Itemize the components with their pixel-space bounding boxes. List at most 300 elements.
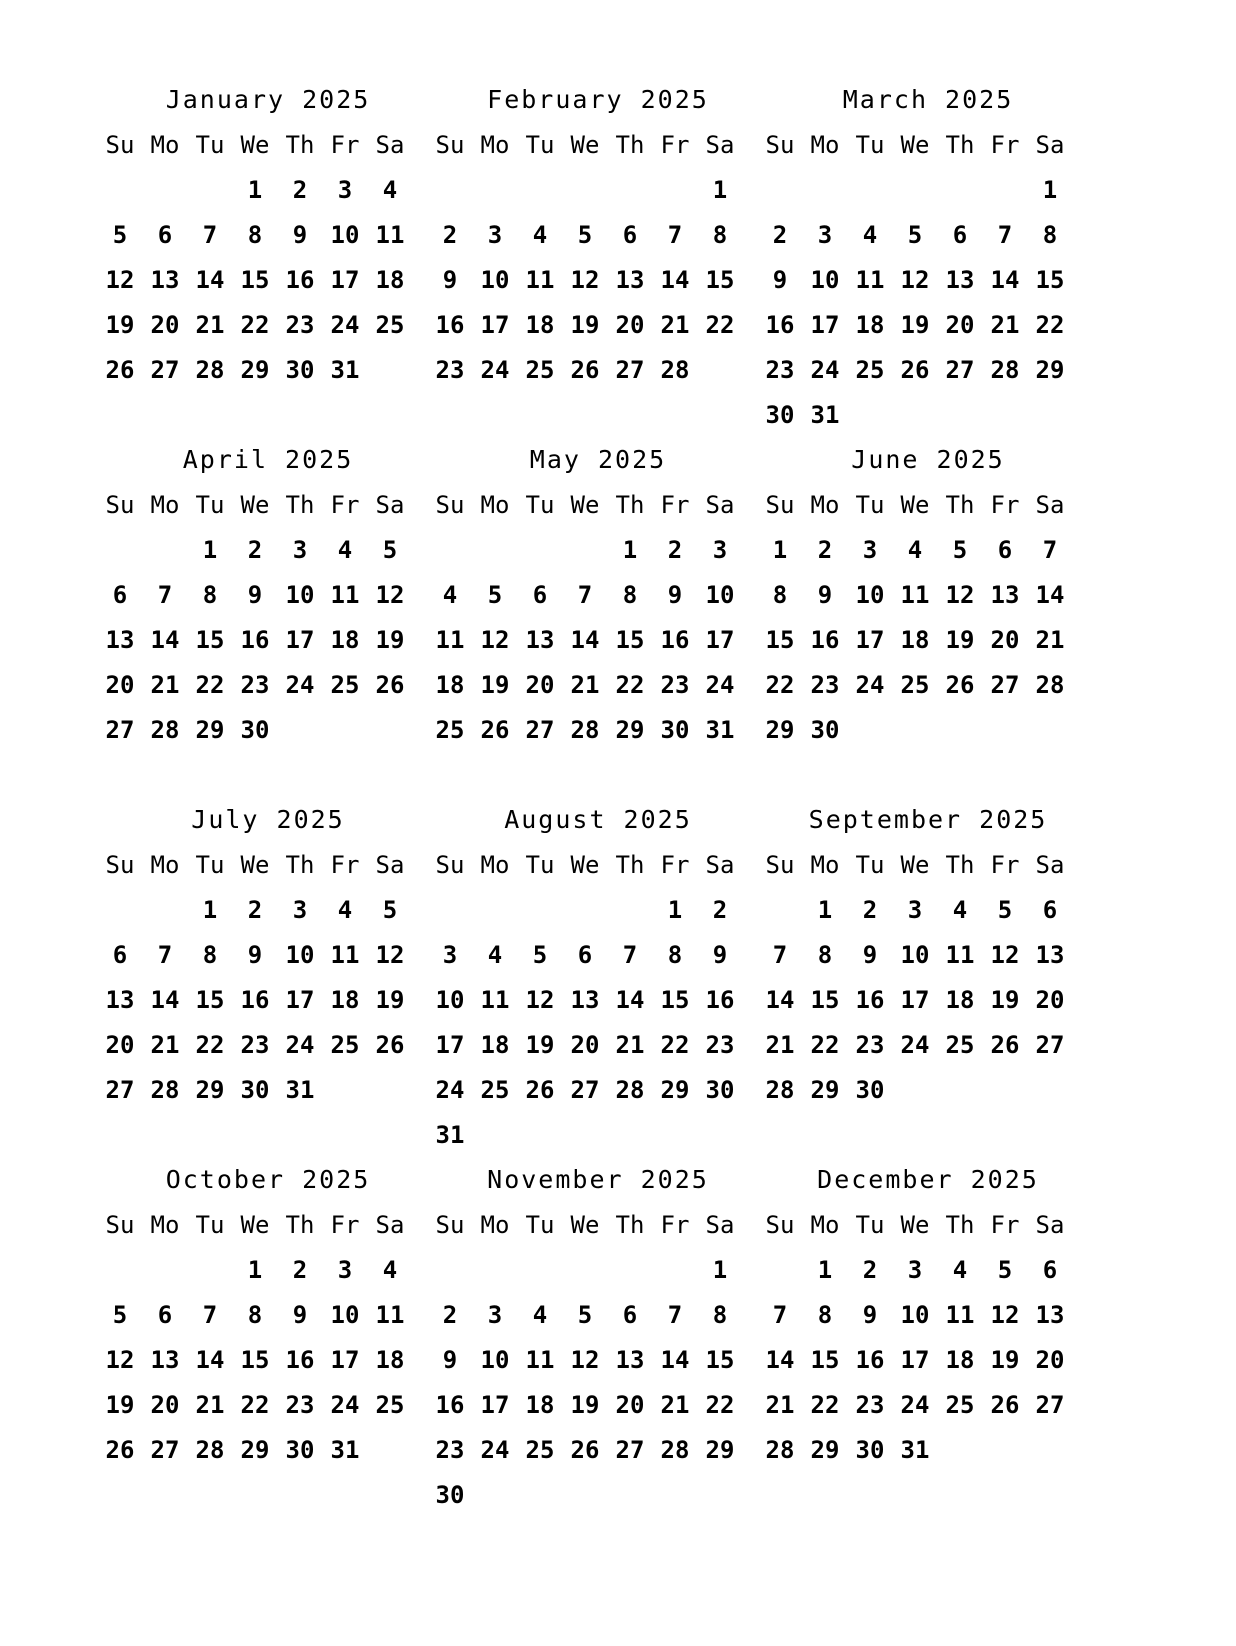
weekday-header: Mo — [150, 131, 180, 159]
day-cell: 25 — [375, 1391, 405, 1419]
day-cell: 25 — [435, 716, 465, 744]
day-cell: 10 — [435, 986, 465, 1014]
day-cell: 30 — [285, 1436, 315, 1464]
day-cell: 24 — [435, 1076, 465, 1104]
weekday-header: Sa — [705, 1211, 735, 1239]
day-cell: 10 — [480, 1346, 510, 1374]
day-cell: 29 — [1035, 356, 1065, 384]
day-cell: 12 — [990, 1301, 1020, 1329]
day-cell: 9 — [292, 221, 308, 249]
weekday-header: Su — [765, 491, 795, 519]
day-cell: 15 — [240, 1346, 270, 1374]
day-cell: 3 — [337, 176, 353, 204]
day-cell: 27 — [615, 356, 645, 384]
day-cell: 22 — [705, 1391, 735, 1419]
weekday-header: Su — [765, 851, 795, 879]
day-cell: 1 — [817, 1256, 833, 1284]
day-cell: 14 — [660, 1346, 690, 1374]
weekday-header: Th — [615, 491, 645, 519]
day-cell: 25 — [900, 671, 930, 699]
day-cell: 30 — [810, 716, 840, 744]
weekday-header: Mo — [810, 131, 840, 159]
day-cell: 8 — [247, 221, 263, 249]
day-cell: 2 — [247, 536, 263, 564]
day-cell: 10 — [705, 581, 735, 609]
day-cell: 13 — [150, 266, 180, 294]
day-cell: 21 — [570, 671, 600, 699]
day-cell: 25 — [525, 1436, 555, 1464]
weekday-header: Sa — [375, 491, 405, 519]
day-cell: 23 — [285, 311, 315, 339]
day-cell: 8 — [202, 941, 218, 969]
day-cell: 5 — [952, 536, 968, 564]
weekday-header: Su — [105, 491, 135, 519]
weekday-header: We — [900, 1211, 930, 1239]
day-cell: 4 — [907, 536, 923, 564]
weekday-header: Fr — [990, 131, 1020, 159]
day-cell: 23 — [810, 671, 840, 699]
day-cell: 10 — [855, 581, 885, 609]
day-cell: 21 — [660, 311, 690, 339]
weekday-header: We — [240, 131, 270, 159]
day-cell: 2 — [247, 896, 263, 924]
day-cell: 10 — [285, 581, 315, 609]
day-cell: 4 — [337, 536, 353, 564]
day-cell: 2 — [442, 221, 458, 249]
day-cell: 7 — [202, 1301, 218, 1329]
day-cell: 8 — [712, 1301, 728, 1329]
day-cell: 24 — [480, 356, 510, 384]
day-cell: 4 — [532, 221, 548, 249]
weekday-header: Th — [615, 131, 645, 159]
day-cell: 18 — [435, 671, 465, 699]
day-cell: 29 — [765, 716, 795, 744]
day-cell: 14 — [195, 266, 225, 294]
weekday-header: Tu — [525, 131, 555, 159]
day-cell: 10 — [900, 941, 930, 969]
day-cell: 7 — [667, 1301, 683, 1329]
weekday-header: Su — [765, 1211, 795, 1239]
day-cell: 18 — [525, 1391, 555, 1419]
day-cell: 12 — [375, 581, 405, 609]
day-cell: 22 — [615, 671, 645, 699]
day-cell: 1 — [1042, 176, 1058, 204]
day-cell: 3 — [817, 221, 833, 249]
weekday-header: Fr — [990, 1211, 1020, 1239]
day-cell: 28 — [765, 1076, 795, 1104]
day-cell: 2 — [442, 1301, 458, 1329]
weekday-header: We — [900, 491, 930, 519]
day-cell: 18 — [900, 626, 930, 654]
day-cell: 11 — [525, 1346, 555, 1374]
day-cell: 25 — [945, 1391, 975, 1419]
day-cell: 20 — [990, 626, 1020, 654]
day-cell: 31 — [285, 1076, 315, 1104]
weekday-header: Sa — [1035, 1211, 1065, 1239]
weekday-header: Tu — [525, 1211, 555, 1239]
day-cell: 21 — [195, 1391, 225, 1419]
day-cell: 11 — [330, 581, 360, 609]
day-cell: 25 — [855, 356, 885, 384]
day-cell: 15 — [1035, 266, 1065, 294]
day-cell: 13 — [945, 266, 975, 294]
day-cell: 19 — [990, 986, 1020, 1014]
day-cell: 6 — [622, 221, 638, 249]
day-cell: 20 — [1035, 1346, 1065, 1374]
day-cell: 10 — [900, 1301, 930, 1329]
day-cell: 13 — [105, 626, 135, 654]
weekday-header: Su — [105, 851, 135, 879]
day-cell: 12 — [480, 626, 510, 654]
day-cell: 2 — [712, 896, 728, 924]
weekday-header: Mo — [480, 1211, 510, 1239]
day-cell: 2 — [667, 536, 683, 564]
weekday-header: We — [570, 1211, 600, 1239]
weekday-header: Su — [435, 1211, 465, 1239]
day-cell: 9 — [817, 581, 833, 609]
day-cell: 27 — [105, 1076, 135, 1104]
day-cell: 23 — [240, 1031, 270, 1059]
day-cell: 12 — [105, 266, 135, 294]
day-cell: 27 — [615, 1436, 645, 1464]
day-cell: 8 — [817, 941, 833, 969]
day-cell: 27 — [945, 356, 975, 384]
day-cell: 27 — [150, 356, 180, 384]
day-cell: 29 — [705, 1436, 735, 1464]
weekday-header: Sa — [1035, 131, 1065, 159]
day-cell: 14 — [765, 986, 795, 1014]
weekday-header: Th — [945, 1211, 975, 1239]
day-cell: 18 — [480, 1031, 510, 1059]
day-cell: 14 — [660, 266, 690, 294]
day-cell: 27 — [1035, 1391, 1065, 1419]
weekday-header: Su — [105, 1211, 135, 1239]
day-cell: 4 — [337, 896, 353, 924]
day-cell: 31 — [900, 1436, 930, 1464]
day-cell: 26 — [525, 1076, 555, 1104]
weekday-header: Th — [285, 131, 315, 159]
day-cell: 19 — [105, 311, 135, 339]
day-cell: 19 — [570, 1391, 600, 1419]
day-cell: 4 — [487, 941, 503, 969]
day-cell: 15 — [240, 266, 270, 294]
day-cell: 28 — [1035, 671, 1065, 699]
weekday-header: Tu — [195, 491, 225, 519]
day-cell: 19 — [525, 1031, 555, 1059]
day-cell: 22 — [765, 671, 795, 699]
day-cell: 22 — [810, 1391, 840, 1419]
day-cell: 30 — [240, 1076, 270, 1104]
day-cell: 20 — [105, 671, 135, 699]
day-cell: 3 — [337, 1256, 353, 1284]
day-cell: 11 — [945, 941, 975, 969]
day-cell: 24 — [900, 1031, 930, 1059]
weekday-header: Fr — [330, 1211, 360, 1239]
day-cell: 20 — [945, 311, 975, 339]
day-cell: 1 — [622, 536, 638, 564]
weekday-header: Tu — [855, 131, 885, 159]
day-cell: 15 — [195, 626, 225, 654]
day-cell: 3 — [712, 536, 728, 564]
weekday-header: Fr — [990, 851, 1020, 879]
day-cell: 24 — [285, 671, 315, 699]
day-cell: 26 — [375, 1031, 405, 1059]
day-cell: 13 — [615, 266, 645, 294]
day-cell: 26 — [480, 716, 510, 744]
day-cell: 23 — [435, 356, 465, 384]
day-cell: 21 — [660, 1391, 690, 1419]
day-cell: 28 — [570, 716, 600, 744]
day-cell: 4 — [952, 896, 968, 924]
day-cell: 6 — [532, 581, 548, 609]
day-cell: 17 — [330, 1346, 360, 1374]
day-cell: 20 — [525, 671, 555, 699]
day-cell: 3 — [292, 536, 308, 564]
day-cell: 6 — [157, 1301, 173, 1329]
day-cell: 11 — [855, 266, 885, 294]
day-cell: 14 — [615, 986, 645, 1014]
day-cell: 28 — [195, 1436, 225, 1464]
day-cell: 4 — [862, 221, 878, 249]
day-cell: 26 — [990, 1391, 1020, 1419]
day-cell: 17 — [330, 266, 360, 294]
weekday-header: Fr — [660, 491, 690, 519]
day-cell: 29 — [660, 1076, 690, 1104]
day-cell: 1 — [712, 1256, 728, 1284]
day-cell: 2 — [292, 1256, 308, 1284]
day-cell: 8 — [247, 1301, 263, 1329]
day-cell: 14 — [195, 1346, 225, 1374]
month-title: March 2025 — [842, 85, 1014, 114]
day-cell: 6 — [157, 221, 173, 249]
day-cell: 28 — [150, 716, 180, 744]
day-cell: 2 — [862, 896, 878, 924]
weekday-header: Th — [615, 851, 645, 879]
weekday-header: Mo — [480, 491, 510, 519]
day-cell: 22 — [195, 1031, 225, 1059]
day-cell: 3 — [487, 1301, 503, 1329]
day-cell: 23 — [240, 671, 270, 699]
weekday-header: We — [240, 491, 270, 519]
day-cell: 14 — [570, 626, 600, 654]
day-cell: 17 — [285, 626, 315, 654]
day-cell: 31 — [810, 401, 840, 429]
day-cell: 21 — [150, 671, 180, 699]
weekday-header: Tu — [195, 851, 225, 879]
day-cell: 23 — [705, 1031, 735, 1059]
day-cell: 20 — [615, 311, 645, 339]
day-cell: 29 — [240, 1436, 270, 1464]
day-cell: 12 — [945, 581, 975, 609]
weekday-header: We — [240, 1211, 270, 1239]
day-cell: 23 — [660, 671, 690, 699]
day-cell: 17 — [705, 626, 735, 654]
day-cell: 22 — [195, 671, 225, 699]
day-cell: 29 — [810, 1436, 840, 1464]
day-cell: 31 — [330, 356, 360, 384]
day-cell: 3 — [907, 1256, 923, 1284]
weekday-header: We — [570, 851, 600, 879]
day-cell: 6 — [622, 1301, 638, 1329]
day-cell: 17 — [435, 1031, 465, 1059]
day-cell: 26 — [945, 671, 975, 699]
day-cell: 16 — [855, 1346, 885, 1374]
day-cell: 21 — [1035, 626, 1065, 654]
month-title: August 2025 — [504, 805, 692, 834]
day-cell: 11 — [945, 1301, 975, 1329]
day-cell: 10 — [285, 941, 315, 969]
month-title: May 2025 — [529, 445, 667, 474]
day-cell: 29 — [195, 1076, 225, 1104]
day-cell: 20 — [570, 1031, 600, 1059]
day-cell: 28 — [660, 1436, 690, 1464]
day-cell: 11 — [525, 266, 555, 294]
weekday-header: Mo — [810, 1211, 840, 1239]
day-cell: 15 — [705, 266, 735, 294]
weekday-header: We — [570, 131, 600, 159]
weekday-header: We — [240, 851, 270, 879]
day-cell: 13 — [615, 1346, 645, 1374]
day-cell: 6 — [997, 536, 1013, 564]
day-cell: 12 — [525, 986, 555, 1014]
day-cell: 24 — [330, 311, 360, 339]
day-cell: 22 — [240, 311, 270, 339]
day-cell: 11 — [480, 986, 510, 1014]
day-cell: 24 — [855, 671, 885, 699]
weekday-header: Mo — [810, 851, 840, 879]
day-cell: 18 — [330, 626, 360, 654]
day-cell: 12 — [570, 266, 600, 294]
day-cell: 23 — [435, 1436, 465, 1464]
weekday-header: Mo — [150, 1211, 180, 1239]
day-cell: 12 — [375, 941, 405, 969]
day-cell: 27 — [525, 716, 555, 744]
day-cell: 15 — [810, 1346, 840, 1374]
day-cell: 5 — [487, 581, 503, 609]
day-cell: 18 — [855, 311, 885, 339]
weekday-header: Fr — [660, 131, 690, 159]
day-cell: 18 — [375, 1346, 405, 1374]
day-cell: 3 — [442, 941, 458, 969]
day-cell: 30 — [435, 1481, 465, 1509]
day-cell: 4 — [382, 1256, 398, 1284]
month-title: February 2025 — [487, 85, 709, 114]
day-cell: 22 — [705, 311, 735, 339]
weekday-header: Tu — [195, 131, 225, 159]
day-cell: 23 — [765, 356, 795, 384]
day-cell: 4 — [382, 176, 398, 204]
month-title: October 2025 — [165, 1165, 371, 1194]
day-cell: 9 — [712, 941, 728, 969]
day-cell: 7 — [667, 221, 683, 249]
day-cell: 9 — [667, 581, 683, 609]
day-cell: 10 — [330, 221, 360, 249]
day-cell: 5 — [112, 221, 128, 249]
weekday-header: Fr — [990, 491, 1020, 519]
weekday-header: Tu — [525, 491, 555, 519]
weekday-header: Tu — [195, 1211, 225, 1239]
day-cell: 5 — [577, 1301, 593, 1329]
day-cell: 21 — [615, 1031, 645, 1059]
weekday-header: Tu — [525, 851, 555, 879]
day-cell: 9 — [442, 266, 458, 294]
weekday-header: Sa — [375, 1211, 405, 1239]
day-cell: 12 — [990, 941, 1020, 969]
day-cell: 25 — [945, 1031, 975, 1059]
day-cell: 29 — [240, 356, 270, 384]
weekday-header: Su — [435, 131, 465, 159]
weekday-header: We — [570, 491, 600, 519]
day-cell: 13 — [990, 581, 1020, 609]
day-cell: 21 — [150, 1031, 180, 1059]
day-cell: 17 — [480, 1391, 510, 1419]
day-cell: 29 — [810, 1076, 840, 1104]
day-cell: 28 — [765, 1436, 795, 1464]
day-cell: 15 — [810, 986, 840, 1014]
day-cell: 16 — [240, 626, 270, 654]
day-cell: 6 — [952, 221, 968, 249]
weekday-header: Sa — [1035, 491, 1065, 519]
weekday-header: Su — [765, 131, 795, 159]
day-cell: 14 — [765, 1346, 795, 1374]
day-cell: 5 — [997, 896, 1013, 924]
day-cell: 31 — [705, 716, 735, 744]
day-cell: 17 — [810, 311, 840, 339]
weekday-header: Th — [945, 491, 975, 519]
day-cell: 30 — [855, 1076, 885, 1104]
day-cell: 19 — [945, 626, 975, 654]
day-cell: 24 — [900, 1391, 930, 1419]
weekday-header: Sa — [705, 131, 735, 159]
day-cell: 5 — [907, 221, 923, 249]
day-cell: 13 — [1035, 1301, 1065, 1329]
day-cell: 3 — [907, 896, 923, 924]
weekday-header: Mo — [480, 851, 510, 879]
weekday-header: We — [900, 131, 930, 159]
weekday-header: Tu — [855, 491, 885, 519]
day-cell: 1 — [667, 896, 683, 924]
day-cell: 17 — [900, 1346, 930, 1374]
day-cell: 22 — [810, 1031, 840, 1059]
day-cell: 16 — [285, 1346, 315, 1374]
day-cell: 7 — [157, 941, 173, 969]
weekday-header: Th — [285, 491, 315, 519]
weekday-header: Th — [945, 131, 975, 159]
day-cell: 26 — [570, 356, 600, 384]
day-cell: 6 — [1042, 896, 1058, 924]
day-cell: 7 — [202, 221, 218, 249]
day-cell: 2 — [292, 176, 308, 204]
day-cell: 30 — [705, 1076, 735, 1104]
day-cell: 2 — [772, 221, 788, 249]
day-cell: 25 — [525, 356, 555, 384]
day-cell: 21 — [765, 1391, 795, 1419]
weekday-header: Mo — [150, 851, 180, 879]
day-cell: 13 — [1035, 941, 1065, 969]
day-cell: 7 — [157, 581, 173, 609]
day-cell: 26 — [990, 1031, 1020, 1059]
day-cell: 17 — [855, 626, 885, 654]
day-cell: 21 — [765, 1031, 795, 1059]
month-title: April 2025 — [182, 445, 354, 474]
day-cell: 28 — [195, 356, 225, 384]
day-cell: 20 — [150, 1391, 180, 1419]
day-cell: 24 — [480, 1436, 510, 1464]
weekday-header: Su — [435, 491, 465, 519]
day-cell: 26 — [105, 1436, 135, 1464]
day-cell: 8 — [667, 941, 683, 969]
day-cell: 13 — [105, 986, 135, 1014]
